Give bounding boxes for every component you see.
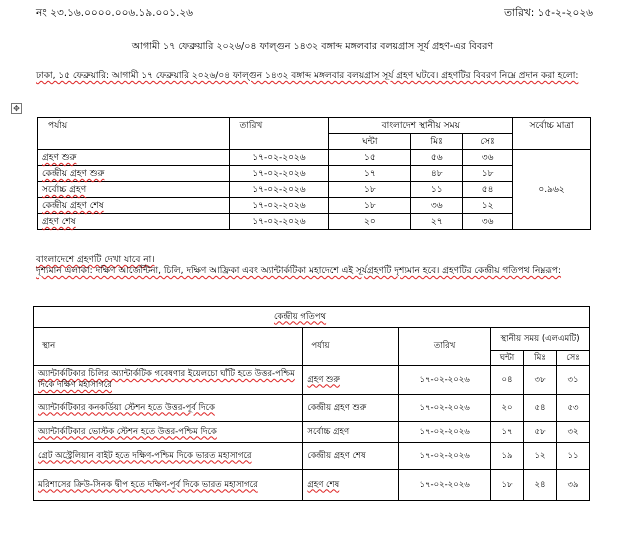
date-cell: ১৭-০২-২০২৬ bbox=[399, 366, 491, 395]
header-second: সেঃ bbox=[463, 134, 513, 150]
hour-cell: ২০ bbox=[329, 214, 411, 230]
table-row bbox=[38, 166, 591, 182]
place-cell: মরিশাসের ক্রিউ-সিনক দ্বীপ হতে দক্ষিণ-পূর্ব দিকে ভারত মহাসাগরে bbox=[34, 470, 303, 501]
document-date: তারিখ: ১৫-২-২০২৬ bbox=[504, 7, 593, 19]
table-row bbox=[38, 214, 591, 230]
place-cell: অ্যান্টার্কটিকার চিলির অ্যান্টার্কটিক গবেষণার ইয়েলচো ঘাঁটি হতে উত্তর-পশ্চিম দিকে দক্ষিণ মহাসাগরে bbox=[34, 366, 303, 395]
minute-cell: ৫৬ bbox=[411, 150, 463, 166]
intro-paragraph bbox=[36, 70, 596, 82]
central-path-table bbox=[33, 306, 590, 501]
hour-cell: ০৪ bbox=[491, 366, 524, 395]
intro-text: ঢাকা, ১৫ ফেব্রুয়ারি: আগামী ১৭ ফেব্রুয়ারি ২০২৬/০৪ ফাল্গুন ১৪৩২ বঙ্গাব্দ মঙ্গলবার বলয়গ্রাস সূর্য গ্রহণ ঘটবে। গ্রহণটির বিবরণ নিম্নে প্রদান করা হলো: bbox=[36, 71, 579, 81]
place-cell: অ্যান্টার্কটিকার ভোস্টক স্টেশন হতে উত্তর-পশ্চিম দিকে bbox=[34, 422, 303, 443]
second-cell: ৩২ bbox=[557, 422, 590, 443]
minute-cell: ৫৪ bbox=[524, 395, 557, 422]
hour-cell: ১৮ bbox=[329, 198, 411, 214]
minute-cell: ১১ bbox=[411, 182, 463, 198]
hour-cell: ১৫ bbox=[329, 150, 411, 166]
header-hour: ঘন্টা bbox=[329, 134, 411, 150]
table-row bbox=[38, 150, 591, 166]
eclipse-bangladesh-table bbox=[37, 117, 591, 230]
visible-region-note: দৃশ্যমান এলাকা: দক্ষিণ আর্জেন্টিনা, চিলি, দক্ষিণ আফ্রিকা এবং অ্যান্টার্কটিকা মহাদেশে এই সূর্যগ্রহণটি দৃশ্যমান হবে। গ্রহণটির কেন্দ্রীয় গতিপথ নিম্নরূপ: bbox=[36, 266, 562, 276]
header-date: তারিখ bbox=[399, 328, 491, 366]
second-cell: ৩৯ bbox=[557, 470, 590, 501]
hour-cell: ২০ bbox=[491, 395, 524, 422]
minute-cell: ২৪ bbox=[524, 470, 557, 501]
header-phase: পর্যায় bbox=[38, 118, 230, 150]
second-cell: ৫৪ bbox=[463, 182, 513, 198]
phase-cell: গ্রহণ শুরু bbox=[303, 366, 399, 395]
table-row bbox=[34, 470, 590, 501]
date-cell: ১৭-০২-২০২৬ bbox=[399, 470, 491, 501]
header-local-time: স্থানীয় সময় (এলএমটি) bbox=[491, 328, 590, 351]
hour-cell: ১৯ bbox=[491, 443, 524, 470]
header-date: তারিখ bbox=[229, 118, 329, 150]
minute-cell: ৩৮ bbox=[524, 366, 557, 395]
second-cell: ৩১ bbox=[557, 366, 590, 395]
hour-cell: ১৮ bbox=[491, 470, 524, 501]
not-visible-note: বাংলাদেশে গ্রহণটি দেখা যাবে না। bbox=[36, 255, 155, 265]
date-cell: ১৭-০২-২০২৬ bbox=[229, 150, 329, 166]
second-cell: ৩৬ bbox=[463, 150, 513, 166]
table-row bbox=[34, 366, 590, 395]
table-move-handle-icon[interactable]: ✥ bbox=[11, 103, 22, 114]
table-row bbox=[38, 198, 591, 214]
date-cell: ১৭-০২-২০২৬ bbox=[229, 166, 329, 182]
header-bd-time: বাংলাদেশ স্থানীয় সময় bbox=[329, 118, 513, 134]
header-max-magnitude: সর্বোচ্চ মাত্রা bbox=[513, 118, 591, 150]
table-row bbox=[34, 395, 590, 422]
max-magnitude-value: ০.৯৬২ bbox=[513, 150, 591, 230]
second-cell: ১২ bbox=[463, 198, 513, 214]
phase-cell: সর্বোচ্চ গ্রহণ bbox=[303, 422, 399, 443]
minute-cell: ১২ bbox=[524, 443, 557, 470]
date-cell: ১৭-০২-২০২৬ bbox=[229, 198, 329, 214]
document-title: আগামী ১৭ ফেব্রুয়ারি ২০২৬/০৪ ফাল্গুন ১৪৩২ বঙ্গাব্দ মঙ্গলবার বলয়গ্রাস সূর্য গ্রহণ-এর বিবরণ bbox=[131, 41, 494, 52]
date-cell: ১৭-০২-২০২৬ bbox=[399, 422, 491, 443]
table-row bbox=[34, 443, 590, 470]
second-cell: ১১ bbox=[557, 443, 590, 470]
phase-cell: গ্রহণ শেষ bbox=[38, 214, 230, 230]
phase-cell: কেন্দ্রীয় গ্রহণ শেষ bbox=[38, 198, 230, 214]
date-cell: ১৭-০২-২০২৬ bbox=[229, 214, 329, 230]
hour-cell: ১৮ bbox=[329, 182, 411, 198]
date-cell: ১৭-০২-২০২৬ bbox=[399, 443, 491, 470]
place-cell: গ্রেট অস্ট্রেলিয়ান বাইট হতে দক্ষিণ-পশ্চিম দিকে ভারত মহাসাগরে bbox=[34, 443, 303, 470]
phase-cell: কেন্দ্রীয় গ্রহণ শেষ bbox=[303, 443, 399, 470]
date-cell: ১৭-০২-২০২৬ bbox=[229, 182, 329, 198]
minute-cell: ৪৮ bbox=[411, 166, 463, 182]
second-cell: ৩৬ bbox=[463, 214, 513, 230]
place-cell: অ্যান্টার্কটিকার কনকর্ডিয়া স্টেশন হতে উত্তর-পূর্ব দিকে bbox=[34, 395, 303, 422]
second-cell: ১৮ bbox=[463, 166, 513, 182]
central-path-title: কেন্দ্রীয় গতিপথ bbox=[34, 307, 590, 328]
header-phase: পর্যায় bbox=[303, 328, 399, 366]
header-place: স্থান bbox=[34, 328, 303, 366]
phase-cell: কেন্দ্রীয় গ্রহণ শুরু bbox=[303, 395, 399, 422]
date-cell: ১৭-০২-২০২৬ bbox=[399, 395, 491, 422]
table-row bbox=[34, 422, 590, 443]
phase-cell: গ্রহণ শেষ bbox=[303, 470, 399, 501]
header-minute: মিঃ bbox=[524, 351, 557, 366]
second-cell: ৫৩ bbox=[557, 395, 590, 422]
hour-cell: ১৭ bbox=[329, 166, 411, 182]
minute-cell: ৫৮ bbox=[524, 422, 557, 443]
minute-cell: ২৭ bbox=[411, 214, 463, 230]
header-minute: মিঃ bbox=[411, 134, 463, 150]
phase-cell: কেন্দ্রীয় গ্রহণ শুরু bbox=[38, 166, 230, 182]
reference-number: নং ২৩.১৬.০০০০.০০৬.১৯.০০১.২৬ bbox=[36, 7, 193, 19]
header-hour: ঘন্টা bbox=[491, 351, 524, 366]
phase-cell: গ্রহণ শুরু bbox=[38, 150, 230, 166]
minute-cell: ৩৬ bbox=[411, 198, 463, 214]
hour-cell: ১৭ bbox=[491, 422, 524, 443]
table-row bbox=[38, 182, 591, 198]
header-second: সেঃ bbox=[557, 351, 590, 366]
phase-cell: সর্বোচ্চ গ্রহণ bbox=[38, 182, 230, 198]
